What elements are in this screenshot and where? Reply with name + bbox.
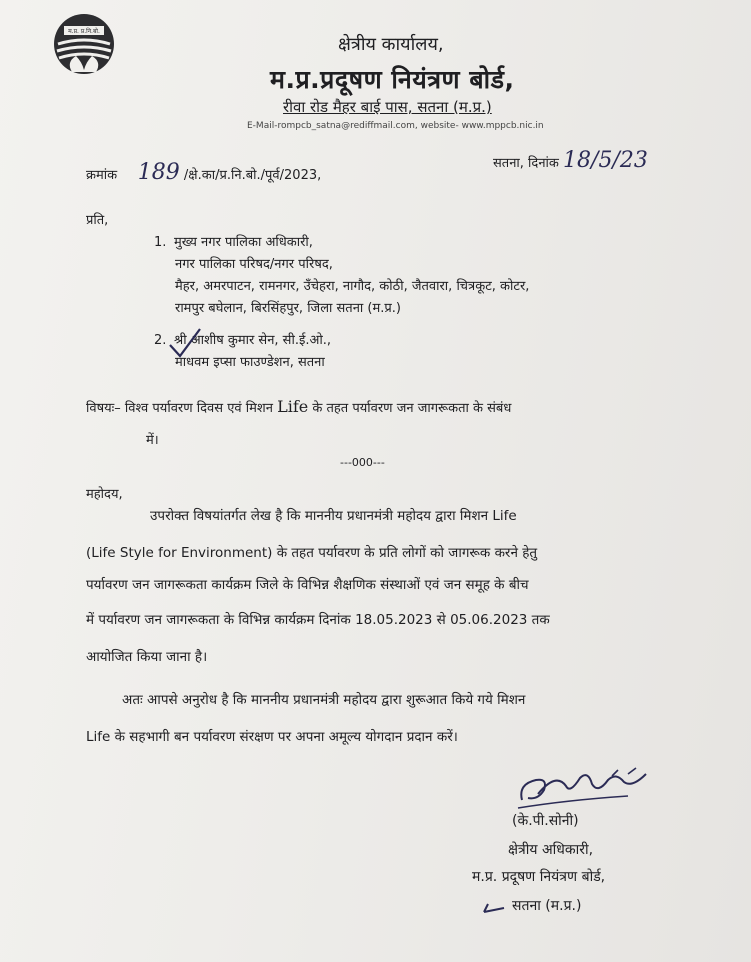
date-handwritten-value: 18/5/23: [563, 148, 648, 173]
body-para2-line-1: अतः आपसे अनुरोध है कि माननीय प्रधानमंत्री महोदय द्वारा शुरूआत किये गये मिशन: [122, 692, 526, 708]
recipient-1-line-4: रामपुर बघेलान, बिरसिंहपुर, जिला सतना (म.प्र.): [175, 301, 402, 316]
date-label: सतना, दिनांक: [493, 156, 559, 171]
body-para1-line-2: (Life Style for Environment) के तहत पर्यावरण के प्रति लोगों को जागरूक करने हेतु: [86, 545, 538, 561]
contact-line: E-Mail-rompcb_satna@rediffmail.com, website- www.mppcb.nic.in: [247, 121, 544, 131]
office-title: क्षेत्रीय कार्यालय,: [338, 34, 444, 55]
board-title: म.प्र.प्रदूषण नियंत्रण बोर्ड,: [270, 65, 515, 94]
recipient-1-line-2: नगर पालिका परिषद/नगर परिषद,: [175, 257, 333, 272]
subject-life-word: Life: [277, 397, 309, 416]
subject-line-2: में।: [146, 433, 159, 448]
recipient-2-text: श्री आशीष कुमार सेन, सी.ई.ओ.,: [174, 333, 332, 348]
signatory-designation: क्षेत्रीय अधिकारी,: [508, 842, 594, 858]
body-para1-line-1: उपरोक्त विषयांतर्गत लेख है कि माननीय प्रधानमंत्री महोदय द्वारा मिशन Life: [150, 508, 517, 524]
divider: ---000---: [340, 456, 385, 469]
recipient-1-text: मुख्य नगर पालिका अधिकारी,: [174, 235, 313, 250]
recipient-1-number: 1.: [154, 235, 167, 250]
subject-line: [86, 397, 511, 416]
body-para1-line-4: में पर्यावरण जन जागरूकता के विभिन्न कार्यक्रम दिनांक 18.05.2023 से 05.06.2023 तक: [86, 612, 550, 628]
body-para2-line-2: Life के सहभागी बन पर्यावरण संरक्षण पर अपना अमूल्य योगदान प्रदान करें।: [86, 729, 458, 745]
reference-suffix: /क्षे.का/प्र.नि.बो./पूर्व/2023,: [183, 168, 322, 183]
recipient-2-number: 2.: [154, 333, 167, 348]
dateline: [493, 148, 648, 173]
reference-handwritten-number: 189: [137, 160, 180, 185]
subject-text-after: के तहत पर्यावरण जन जागरूकता के संबंध: [312, 401, 512, 416]
reference-prefix: क्रमांक: [86, 168, 118, 183]
board-emblem-icon: [52, 10, 116, 80]
body-para1-line-3: पर्यावरण जन जागरूकता कार्यक्रम जिले के विभिन्न शैक्षणिक संस्थाओं एवं जन समूह के बीच: [86, 577, 529, 593]
to-label: प्रति,: [86, 213, 109, 228]
signatory-board: म.प्र. प्रदूषण नियंत्रण बोर्ड,: [472, 869, 606, 885]
signatory-place: सतना (म.प्र.): [512, 898, 582, 914]
body-para1-line-5: आयोजित किया जाना है।: [86, 649, 208, 665]
reference-number: [86, 160, 321, 185]
handwritten-signature-icon: [508, 764, 658, 814]
subject-text-before: विश्व पर्यावरण दिवस एवं मिशन: [124, 401, 273, 416]
emblem-text: म.प्र. प्र.नि.बो.: [68, 28, 100, 35]
handwritten-tick-icon: [168, 327, 202, 359]
subject-label: विषयः–: [86, 401, 121, 416]
handwritten-arrow-icon: [482, 902, 506, 916]
recipient-1-line-3: मैहर, अमरपाटन, रामनगर, उँचेहरा, नागौद, कोठी, जैतवारा, चित्रकूट, कोटर,: [175, 279, 530, 294]
office-address: रीवा रोड मैहर बाई पास, सतना (म.प्र.): [283, 98, 492, 116]
recipient-1-line-1: [154, 232, 313, 250]
salutation: महोदय,: [86, 487, 123, 502]
signatory-name: (के.पी.सोनी): [512, 813, 579, 829]
recipient-2-line-2: माधवम इप्सा फाउण्डेशन, सतना: [175, 355, 325, 370]
